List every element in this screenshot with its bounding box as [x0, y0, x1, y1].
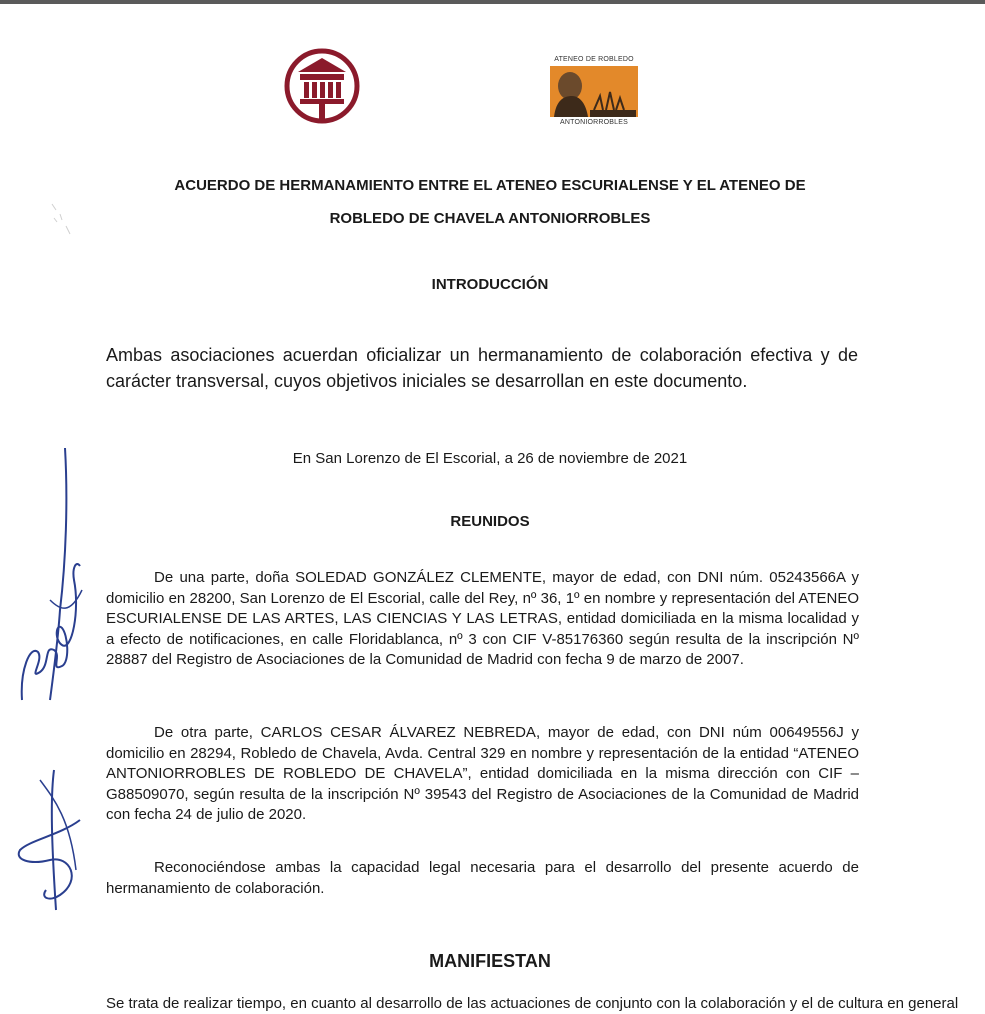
intro-paragraph: Ambas asociaciones acuerdan oficializar un hermanamiento de colaboración efectiva y de carácter transversal, cuyos objetivos iniciales se desarrollan en este documento.	[106, 345, 858, 391]
logo-caption-top: ATENEO DE ROBLEDO	[554, 56, 634, 63]
paragraph-party-one-text: De una parte, doña SOLEDAD GONZÁLEZ CLEMENTE, mayor de edad, con DNI núm. 05243566A y domicilio en 28200, San Lorenzo de El Escorial, calle del Rey, nº 36, 1º en nombre y representación del ATENEO ESCURIALENSE DE LAS ARTES, LAS CIENCIAS Y LAS LETRAS, entidad domiciliada en la misma localidad y a efecto de notificaciones, en calle Floridablanca, nº 3 con CIF V-85176360 según resulta de la inscripción Nº 28887 del Registro de Asociaciones de la Comunidad de Madrid con fecha 9 de marzo de 2007.	[106, 569, 859, 668]
paragraph-recognition	[106, 858, 859, 899]
date-line: En San Lorenzo de El Escorial, a 26 de noviembre de 2021	[292, 450, 688, 467]
top-border	[0, 0, 985, 4]
title-line-2: ROBLEDO DE CHAVELA ANTONIORROBLES	[329, 210, 651, 227]
logo-caption-bottom: ANTONIORROBLES	[559, 119, 629, 126]
heading-manifiestan: MANIFIESTAN	[429, 951, 551, 971]
ateneo-escurialense-logo-icon	[282, 46, 362, 126]
cut-off-text-line: Se trata de realizar tiempo, en cuanto al desarrollo de las actuaciones de conjunto con la colaboración y el de cultura en general	[106, 995, 959, 1012]
document-title	[100, 169, 880, 235]
paragraph-party-one	[106, 568, 859, 671]
paragraph-party-two-text: De otra parte, CARLOS CESAR ÁLVAREZ NEBREDA, mayor de edad, con DNI núm 00649556J y domicilio en 28294, Robledo de Chavela, Avda. Central 329 en nombre y representación de la entidad “ATENEO ANTONIORROBLES DE ROBLEDO DE CHAVELA”, entidad domiciliada en la misma dirección con CIF – G88509070, según resulta de la inscripción Nº 39543 del Registro de Asociaciones de la Comunidad de Madrid con fecha 24 de julio de 2020.	[106, 724, 859, 823]
ateneo-robledo-logo	[546, 56, 642, 128]
heading-introduccion: INTRODUCCIÓN	[431, 276, 549, 293]
scan-artifact	[48, 200, 78, 240]
heading-reunidos: REUNIDOS	[450, 513, 530, 530]
handwritten-signatures-icon	[10, 440, 90, 940]
portrait-photo-icon	[550, 66, 638, 117]
paragraph-recognition-text: Reconociéndose ambas la capacidad legal necesaria para el desarrollo del presente acuerdo de hermanamiento de colaboración.	[106, 859, 859, 897]
title-line-1: ACUERDO DE HERMANAMIENTO ENTRE EL ATENEO ESCURIALENSE Y EL ATENEO DE	[174, 177, 806, 194]
paragraph-party-two	[106, 723, 859, 826]
